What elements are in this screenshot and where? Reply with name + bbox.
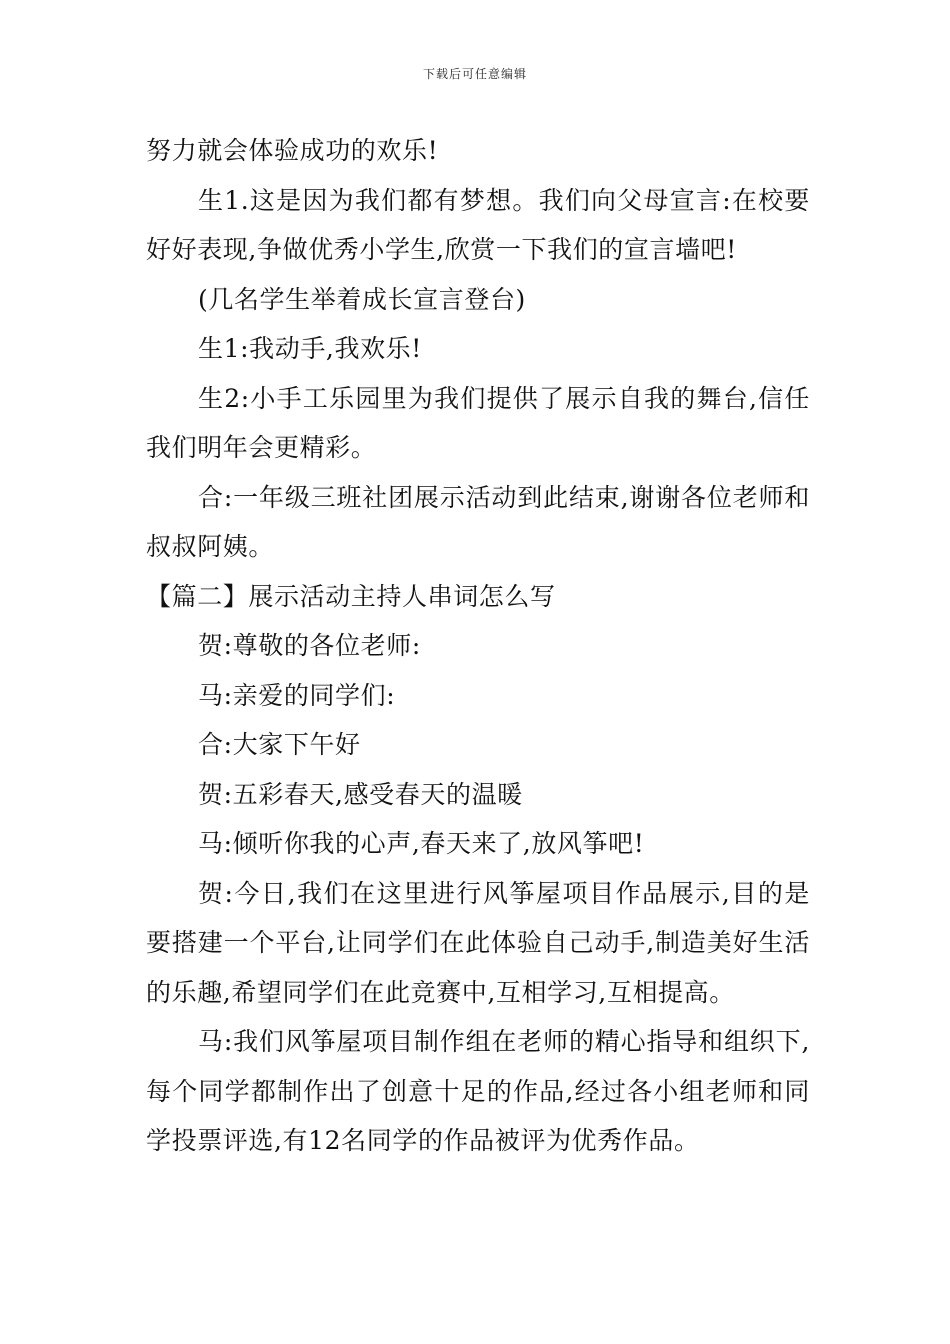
- paragraph-ma-kite: 马:倾听你我的心声,春天来了,放风筝吧!: [198, 829, 645, 858]
- paragraph-student1-line: 生1:我动手,我欢乐!: [198, 334, 422, 363]
- paragraph-ma-greeting: 马:亲爱的同学们:: [198, 680, 396, 710]
- paragraph-student2-line: 生2:小手工乐园里为我们提供了展示自我的舞台,信任我们明年会更精彩。: [146, 383, 810, 462]
- page-header-note: 下载后可任意编辑: [422, 67, 527, 81]
- paragraph-he-spring: 贺:五彩春天,感受春天的温暖: [198, 779, 523, 809]
- paragraph-he-exhibition: 贺:今日,我们在这里进行风筝屋项目作品展示,目的是要搭建一个平台,让同学们在此体验自己动手,制造美好生活的乐趣,希望同学们在此竞赛中,互相学习,互相提高。: [146, 878, 810, 1007]
- paragraph-stage-direction: (几名学生举着成长宣言登台): [198, 284, 526, 314]
- paragraph-together-greeting: 合:大家下午好: [198, 730, 361, 759]
- paragraph-ma-works: 马:我们风筝屋项目制作组在老师的精心指导和组织下,每个同学都制作出了创意十足的作品,经过各小组老师和同学投票评选,有12名同学的作品被评为优秀作品。: [146, 1027, 810, 1155]
- paragraph-continuation: 努力就会体验成功的欢乐!: [146, 136, 439, 165]
- paragraph-closing-together: 合:一年级三班社团展示活动到此结束,谢谢各位老师和叔叔阿姨。: [146, 482, 810, 561]
- document-body: [146, 126, 810, 1166]
- section-heading-part2: 【篇二】展示活动主持人串词怎么写: [146, 581, 556, 611]
- paragraph-student1-dream: 生1.这是因为我们都有梦想。我们向父母宣言:在校要好好表现,争做优秀小学生,欣赏一下我们的宣言墙吧!: [146, 185, 810, 264]
- paragraph-he-greeting: 贺:尊敬的各位老师:: [198, 631, 421, 660]
